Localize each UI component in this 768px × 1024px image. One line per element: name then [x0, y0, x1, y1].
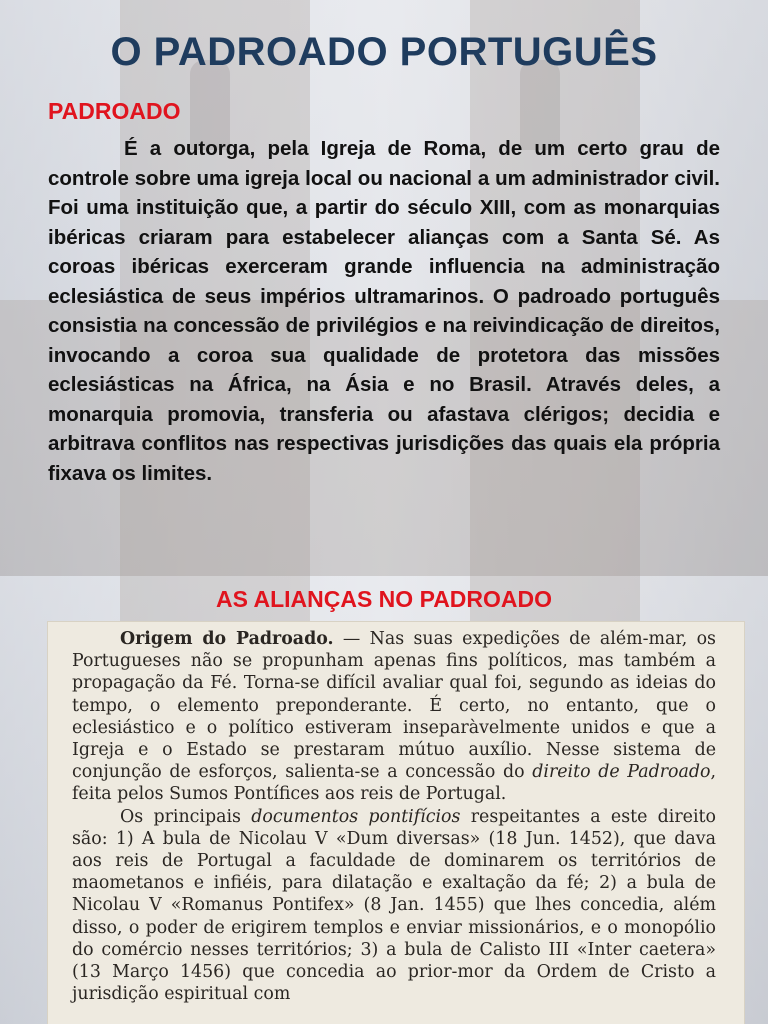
- excerpt-paragraph-1: [48, 622, 744, 806]
- slide-title: AS ALIANÇAS NO PADROADO: [215, 586, 553, 612]
- scanned-book-excerpt: [48, 622, 744, 1024]
- excerpt-text: Os principais: [120, 806, 252, 827]
- excerpt-heading: Origem do Padroado.: [120, 629, 334, 649]
- slide-aliancas: [0, 576, 768, 1024]
- section-heading: PADROADO: [48, 98, 181, 124]
- excerpt-text: , feita pelos Sumos Pontífices aos reis de Portugal.: [72, 762, 716, 805]
- excerpt-italic-term: direito de Padroado: [532, 762, 711, 783]
- slide-title: O PADROADO PORTUGUÊS: [110, 30, 658, 74]
- excerpt-paragraph-2: [48, 806, 744, 1006]
- excerpt-text: — Nas suas expedições de além-mar, os Portugueses não se propunham apenas fins políticos, mas também a propagação da Fé. Torna-se difícil avaliar qual foi, segundo as ideias do tempo, o elemento preponderante. É certo, no entanto, que o eclesiástico e o político estiveram inseparàvelmente unidos e que a Igreja e o Estado se prestaram mútuo auxílio. Nesse sistema de conjunção de esforços, salienta-se a concessão do: [72, 629, 716, 783]
- excerpt-italic-term: documentos pontifícios: [251, 806, 461, 827]
- excerpt-text: respeitantes a este direito são: 1) A bula de Nicolau V «Dum diversas» (18 Jun. 1452), que dava aos reis de Portugal a faculdade de dominarem os territórios de maometanos e infiéis, para dilatação e exaltação da fé; 2) a bula de Nicolau V «Romanus Pontifex» (8 Jan. 1455) que lhes concedia, além disso, o poder de erigirem templos e enviar missionários, e o monopólio do comércio nesses territórios; 3) a bula de Calisto III «Inter caetera» (13 Março 1456) que concedia ao prior-mor da Ordem de Cristo a jurisdição espiritual com: [72, 806, 716, 1005]
- body-paragraph: É a outorga, pela Igreja de Roma, de um certo grau de controle sobre uma igreja local ou nacional a um administrador civil. Foi uma instituição que, a partir do século XIII, com as monarquias ibéricas criaram para estabelecer alianças com a Santa Sé. As coroas ibéricas exerceram grande influencia na administração eclesiástica de seus impérios ultramarinos. O padroado português consistia na concessão de privilégios e na reivindicação de direitos, invocando a coroa sua qualidade de protetora das missões eclesiásticas na África, na Ásia e no Brasil. Através deles, a monarquia promovia, transferia ou afastava clérigos; decidia e arbitrava conflitos nas respectivas jurisdições das quais ela própria fixava os limites.: [48, 137, 720, 485]
